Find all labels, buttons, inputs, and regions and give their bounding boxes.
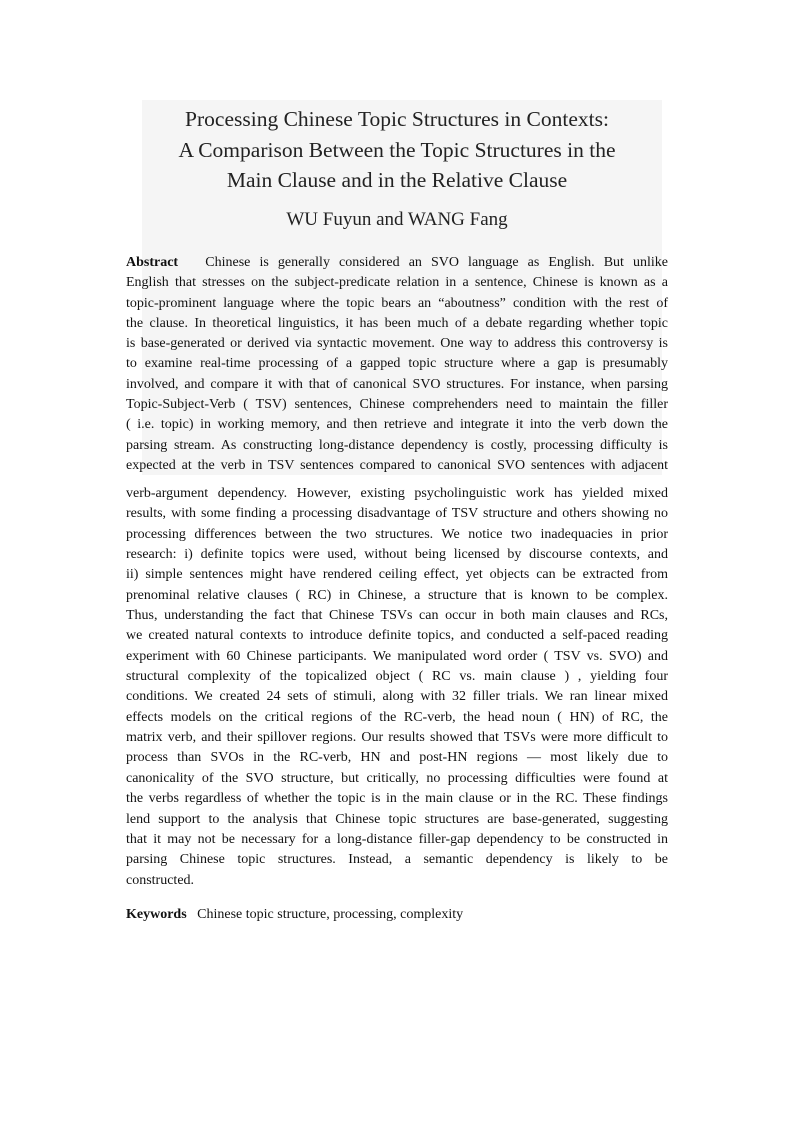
abstract-line: processing differences between the two structures. We notice two inadequacies in prior (126, 526, 668, 542)
abstract-line: Topic-Subject-Verb ( TSV) sentences, Chinese comprehenders need to maintain the filler (126, 397, 668, 413)
abstract-line: is base-generated or derived via syntactic movement. One way to address this controversy is (126, 336, 668, 352)
abstract-line: parsing Chinese topic structures. Instead, a semantic dependency is likely to be (126, 852, 668, 868)
abstract-continued (126, 484, 668, 891)
abstract-line: parsing stream. As constructing long-distance dependency is costly, processing difficulty is (126, 437, 668, 453)
abstract-line: we created natural contexts to introduce definite topics, and conducted a self-paced reading (126, 628, 668, 644)
keywords (126, 905, 463, 925)
title-line-3: Main Clause and in the Relative Clause (226, 168, 568, 192)
abstract-line: matrix verb, and their spillover regions. Our results showed that TSVs were more difficult to (126, 730, 668, 746)
abstract-line: verb-argument dependency. However, existing psycholinguistic work has yielded mixed (126, 486, 668, 501)
abstract-first-line (126, 253, 668, 273)
abstract-upper (126, 253, 668, 476)
paper-title (0, 104, 794, 196)
abstract-line: Thus, understanding the fact that Chinese TSVs can occur in both main clauses and RCs, (126, 608, 668, 624)
abstract-line: involved, and compare it with that of canonical SVO structures. For instance, when parsing (126, 376, 668, 392)
abstract-line: topic-prominent language where the topic bears an “aboutness” condition with the rest of (126, 295, 668, 311)
abstract-line: English that stresses on the subject-predicate relation in a sentence, Chinese is known as a (126, 275, 668, 291)
abstract-line: canonicality of the SVO structure, but critically, no processing difficulties were found at (126, 770, 668, 786)
abstract-line: ii) simple sentences might have rendered ceiling effect, yet objects can be extracted from (126, 567, 668, 583)
abstract-line: expected at the verb in TSV sentences compared to canonical SVO sentences with adjacent (126, 457, 668, 473)
abstract-line: to examine real-time processing of a gapped topic structure where a gap is presumably (126, 356, 668, 372)
abstract-line: process than SVOs in the RC-verb, HN and post-HN regions — most likely due to (126, 750, 668, 766)
abstract-line: research: i) definite topics were used, without being licensed by discourse contexts, and (126, 547, 668, 563)
abstract-line: prenominal relative clauses ( RC) in Chinese, a structure that is known to be complex. (126, 587, 668, 603)
abstract-line: that it may not be necessary for a long-distance filler-gap dependency to be constructed in (126, 831, 668, 847)
abstract-line: the clause. In theoretical linguistics, it has been much of a debate regarding whether topic (126, 315, 668, 331)
abstract-line: experiment with 60 Chinese participants. We manipulated word order ( TSV vs. SVO) and (126, 648, 668, 664)
abstract-line: the verbs regardless of whether the topic is in the main clause or in the RC. These findings (126, 791, 668, 807)
abstract-line: Chinese is generally considered an SVO language as English. But unlike (205, 255, 668, 270)
title-line-1: Processing Chinese Topic Structures in Contexts: (185, 107, 609, 131)
abstract-line: structural complexity of the topicalized object ( RC vs. main clause ) , yielding four (126, 669, 668, 685)
keywords-text: Chinese topic structure, processing, complexity (197, 907, 464, 922)
keywords-label: Keywords (126, 907, 187, 922)
abstract-line: conditions. We created 24 sets of stimuli, along with 32 filler trials. We ran linear mixed (126, 689, 668, 705)
abstract-line: results, with some finding a processing disadvantage of TSV structure and others showing no (126, 506, 668, 522)
title-line-2: A Comparison Between the Topic Structures in the (178, 137, 616, 162)
abstract-line: lend support to the analysis that Chinese topic structures are base-generated, suggesting (126, 811, 668, 827)
abstract-line: constructed. (126, 872, 195, 888)
authors: WU Fuyun and WANG Fang (286, 209, 508, 230)
abstract-line: ( i.e. topic) in working memory, and then retrieve and integrate it into the verb down the (126, 417, 668, 433)
abstract-line: effects models on the critical regions of the RC-verb, the head noun ( HN) of RC, the (126, 709, 668, 725)
abstract-label: Abstract (126, 255, 179, 270)
